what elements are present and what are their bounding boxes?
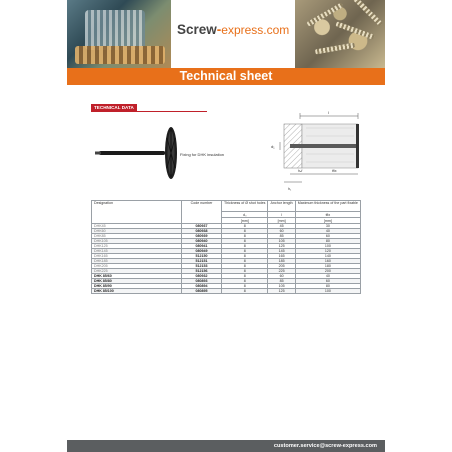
header-thickness: Thickness of Ø shot holes bbox=[222, 201, 268, 212]
cell-designation: DHK85 bbox=[92, 234, 182, 239]
header-thickness-symbol: d₀ bbox=[222, 212, 268, 218]
cell-anchor-length: 165 bbox=[268, 254, 295, 259]
cell-max-thickness: 180 bbox=[295, 264, 360, 269]
tools-photo bbox=[67, 0, 171, 68]
cell-anchor-length: 105 bbox=[268, 284, 295, 289]
cell-anchor-length: 85 bbox=[268, 234, 295, 239]
header-max-symbol: tfix bbox=[295, 212, 360, 218]
cell-max-thickness: 30 bbox=[295, 224, 360, 229]
contact-email-link[interactable]: customer.service@screw-express.com bbox=[273, 443, 377, 449]
cell-max-thickness: 160 bbox=[295, 259, 360, 264]
cell-designation: DHK165 bbox=[92, 254, 182, 259]
cell-code: 512151 bbox=[182, 259, 222, 264]
cell-designation: DHK105 bbox=[92, 239, 182, 244]
cell-anchor-length: 45 bbox=[268, 224, 295, 229]
cell-thickness: 8 bbox=[222, 284, 268, 289]
brand-separator: - bbox=[216, 22, 222, 37]
cell-designation: DHK125 bbox=[92, 244, 182, 249]
fixing-disc bbox=[165, 127, 177, 179]
header-code: Code number bbox=[182, 201, 222, 224]
cell-code: 080941 bbox=[182, 244, 222, 249]
cell-designation: DHK 85/60 bbox=[92, 274, 182, 279]
cell-max-thickness: 140 bbox=[295, 254, 360, 259]
screws-photo bbox=[295, 0, 385, 68]
label-l: l bbox=[328, 110, 329, 115]
header-banner bbox=[67, 0, 385, 68]
cell-anchor-length: 125 bbox=[268, 244, 295, 249]
footer-bar bbox=[67, 440, 385, 452]
cell-designation: DHK225 bbox=[92, 269, 182, 274]
cell-thickness: 8 bbox=[222, 229, 268, 234]
brand-name: Screw bbox=[177, 22, 217, 37]
page-title: Technical sheet bbox=[179, 69, 273, 83]
cell-designation: DHK145 bbox=[92, 249, 182, 254]
brand-area bbox=[171, 0, 295, 68]
cell-max-thickness: 100 bbox=[295, 244, 360, 249]
cell-thickness: 8 bbox=[222, 264, 268, 269]
cell-designation: DHK 85/100 bbox=[92, 289, 182, 294]
cell-anchor-length: 60 bbox=[268, 229, 295, 234]
cell-code: 080937 bbox=[182, 224, 222, 229]
cell-thickness: 8 bbox=[222, 249, 268, 254]
cell-max-thickness: 80 bbox=[295, 284, 360, 289]
cell-thickness: 8 bbox=[222, 254, 268, 259]
label-hef: hₑf bbox=[298, 169, 303, 173]
table-row bbox=[92, 289, 361, 294]
cell-code: 080940 bbox=[182, 239, 222, 244]
wrench-image bbox=[75, 46, 165, 64]
title-bar bbox=[67, 68, 385, 85]
header-anchor: Anchor length bbox=[268, 201, 295, 212]
cell-code: 080893 bbox=[182, 279, 222, 284]
anchor-shaft bbox=[290, 144, 356, 148]
technical-sheet-page bbox=[67, 0, 385, 452]
specifications-table bbox=[91, 200, 361, 294]
cell-designation: DHK185 bbox=[92, 259, 182, 264]
screw-image bbox=[315, 43, 355, 55]
technical-data-label: TECHNICAL DATA bbox=[91, 104, 137, 111]
cell-thickness: 8 bbox=[222, 269, 268, 274]
technical-drawing bbox=[270, 110, 366, 198]
header-max-unit: [mm] bbox=[295, 218, 360, 224]
brand-logo[interactable] bbox=[177, 22, 289, 37]
cell-max-thickness: 60 bbox=[295, 234, 360, 239]
cell-anchor-length: 145 bbox=[268, 249, 295, 254]
cell-anchor-length: 205 bbox=[268, 264, 295, 269]
header-thickness-unit: [mm] bbox=[222, 218, 268, 224]
cell-designation: DHK45 bbox=[92, 224, 182, 229]
cell-code: 512153 bbox=[182, 264, 222, 269]
cell-code: 080939 bbox=[182, 234, 222, 239]
cell-anchor-length: 85 bbox=[268, 279, 295, 284]
cell-thickness: 8 bbox=[222, 274, 268, 279]
cell-code: 080938 bbox=[182, 229, 222, 234]
label-h1: h₁ bbox=[288, 187, 292, 191]
technical-data-divider bbox=[91, 111, 207, 112]
cell-max-thickness: 40 bbox=[295, 274, 360, 279]
cell-anchor-length: 225 bbox=[268, 269, 295, 274]
cell-anchor-length: 125 bbox=[268, 289, 295, 294]
header-anchor-symbol: l bbox=[268, 212, 295, 218]
dimension-l bbox=[300, 113, 358, 119]
cell-designation: DHK 85/80 bbox=[92, 279, 182, 284]
anchor-plate bbox=[356, 124, 359, 168]
cell-thickness: 8 bbox=[222, 244, 268, 249]
cell-anchor-length: 185 bbox=[268, 259, 295, 264]
cell-code: 512156 bbox=[182, 269, 222, 274]
cell-code: 512150 bbox=[182, 254, 222, 259]
cell-code: 080932 bbox=[182, 274, 222, 279]
header-anchor-unit: [mm] bbox=[268, 218, 295, 224]
screw-image bbox=[335, 21, 374, 39]
label-tfix: tfix bbox=[332, 169, 337, 173]
cell-thickness: 8 bbox=[222, 289, 268, 294]
cell-max-thickness: 80 bbox=[295, 239, 360, 244]
cell-designation: DHK205 bbox=[92, 264, 182, 269]
label-d1: d₁ bbox=[271, 144, 275, 149]
table-body bbox=[92, 224, 361, 294]
cell-thickness: 8 bbox=[222, 239, 268, 244]
brand-domain: express.com bbox=[221, 23, 290, 37]
cell-code: 080894 bbox=[182, 284, 222, 289]
cell-thickness: 8 bbox=[222, 279, 268, 284]
cell-thickness: 8 bbox=[222, 224, 268, 229]
cell-designation: DHK60 bbox=[92, 229, 182, 234]
socket-set-image bbox=[85, 10, 145, 50]
cell-code: 080949 bbox=[182, 249, 222, 254]
cell-code: 080895 bbox=[182, 289, 222, 294]
product-caption: Fixing for DHK insulation bbox=[180, 152, 225, 157]
cell-max-thickness: 60 bbox=[295, 279, 360, 284]
cell-thickness: 8 bbox=[222, 234, 268, 239]
cell-max-thickness: 100 bbox=[295, 289, 360, 294]
header-max-thickness: Maximum thickness of the part fixable bbox=[295, 201, 360, 212]
cell-anchor-length: 105 bbox=[268, 239, 295, 244]
cell-max-thickness: 40 bbox=[295, 229, 360, 234]
fixing-shaft bbox=[95, 151, 165, 155]
cell-thickness: 8 bbox=[222, 259, 268, 264]
screw-image bbox=[351, 0, 383, 26]
cell-max-thickness: 120 bbox=[295, 249, 360, 254]
cell-anchor-length: 60 bbox=[268, 274, 295, 279]
header-designation: Designation bbox=[92, 201, 182, 224]
cell-max-thickness: 200 bbox=[295, 269, 360, 274]
cell-designation: DHK 85/90 bbox=[92, 284, 182, 289]
